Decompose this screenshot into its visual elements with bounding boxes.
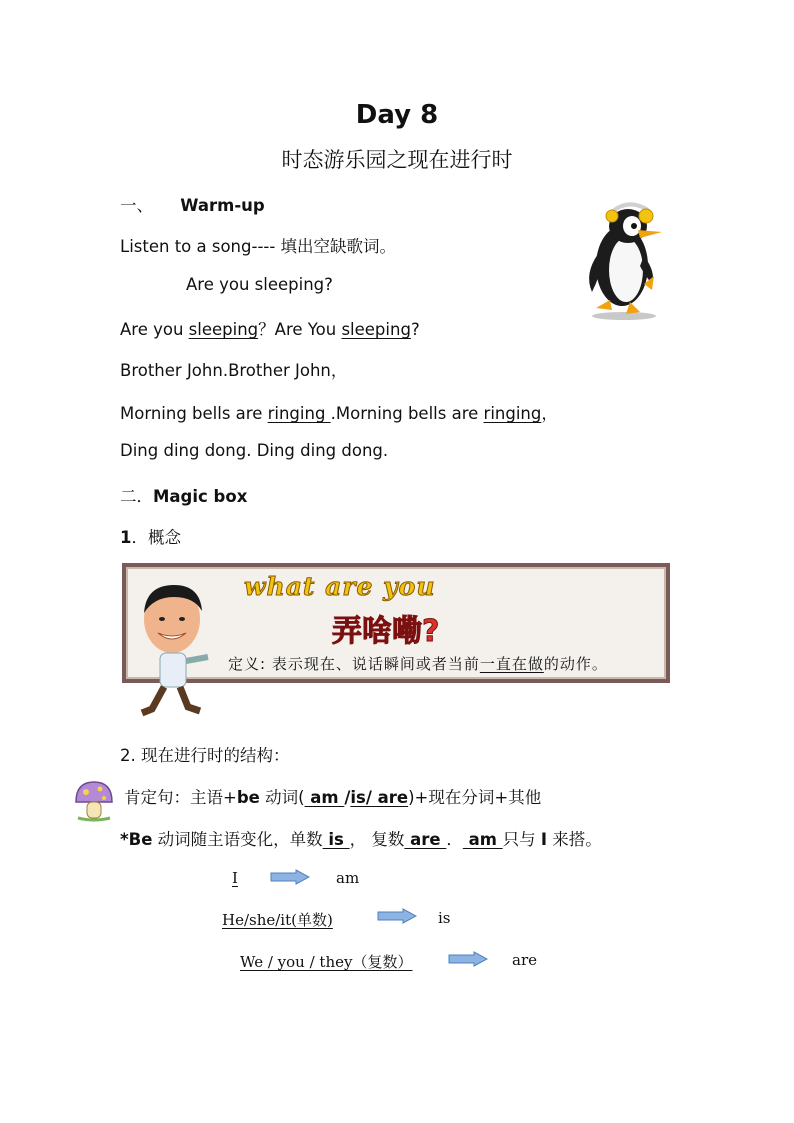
right-arrow-icon (448, 951, 488, 967)
lyric-text: ， (541, 404, 558, 423)
structure-text: 肯定句：主语+ (124, 788, 237, 807)
subsection-label: ．概念 (131, 528, 181, 547)
rule-be: *Be (120, 830, 153, 849)
lyric-text: ？Are You (258, 320, 342, 339)
lyric-line-4: Ding ding dong. Ding ding dong. (120, 441, 389, 460)
affirmative-structure (124, 784, 541, 808)
structure-are: are (371, 788, 409, 807)
mapping-verb-am: am (336, 869, 360, 887)
definition-text: 定义: 表示现在、说话瞬间或者当前 (228, 655, 480, 673)
rule-am: am (462, 830, 503, 849)
song-instruction: Listen to a song---- 填出空缺歌词。 (120, 237, 397, 256)
definition-text: 的动作。 (543, 655, 608, 673)
structure-be: be (236, 788, 260, 807)
rule-is: is (322, 830, 350, 849)
definition-highlight: 一直在做 (479, 655, 544, 673)
rule-i: I (540, 830, 548, 849)
structure-text: 动词( (259, 788, 305, 807)
lyric-blank: ringing (483, 404, 542, 423)
running-man-illustration (138, 583, 218, 723)
section-1-heading (120, 192, 265, 216)
lyric-blank: sleeping (188, 320, 259, 339)
lyric-blank: ringing (267, 404, 331, 423)
rule-text: ， 复数 (349, 830, 405, 849)
structure-slash: / (344, 788, 351, 807)
banner-definition (228, 653, 608, 674)
penguin-headphones-illustration (582, 196, 668, 322)
structure-heading: 2. 现在进行时的结构： (120, 746, 290, 765)
page-title: Day 8 (355, 100, 439, 130)
subsection-1-heading (120, 524, 181, 548)
section-2-heading (120, 483, 247, 507)
mapping-verb-is: is (438, 909, 451, 927)
lyric-blank: sleeping (341, 320, 411, 339)
mapping-subject-he-she-it: He/she/it(单数) (222, 911, 333, 929)
banner-caption-english: what are you (244, 572, 436, 601)
rule-text: 动词随主语变化，单数 (152, 830, 323, 849)
song-title: Are you sleeping? (186, 275, 333, 294)
mapping-subject-i: I (232, 869, 238, 887)
rule-text: ． (446, 830, 463, 849)
mapping-verb-are: are (512, 951, 537, 969)
lyric-line-1 (120, 316, 420, 340)
lyric-text: .Morning bells are (330, 404, 484, 423)
lyric-line-3 (120, 400, 558, 424)
structure-text: )+现在分词+其他 (408, 788, 542, 807)
lyric-text: Morning bells are (120, 404, 268, 423)
right-arrow-icon (377, 908, 417, 924)
be-verb-rule (120, 826, 602, 850)
structure-is: is/ (350, 788, 372, 807)
structure-am: am (304, 788, 345, 807)
rule-are: are (404, 830, 447, 849)
section-1-number: 一、 (120, 196, 153, 215)
lyric-text: Are you (120, 320, 189, 339)
page-subtitle: 时态游乐园之现在进行时 (281, 148, 513, 172)
rule-text: 只与 (502, 830, 541, 849)
lyric-line-2: Brother John.Brother John， (120, 361, 348, 380)
subsection-number: 1 (120, 528, 132, 547)
section-1-title: Warm-up (180, 196, 265, 215)
mushroom-icon (72, 778, 114, 822)
section-2-title: Magic box (153, 487, 248, 506)
lyric-text: ? (410, 320, 420, 339)
mapping-subject-we-you-they: We / you / they（复数） (240, 953, 413, 971)
banner-caption-chinese: 弄啥嘞? (332, 614, 440, 649)
right-arrow-icon (270, 869, 310, 885)
section-2-number: 二． (120, 487, 153, 506)
rule-text: 来搭。 (547, 830, 602, 849)
